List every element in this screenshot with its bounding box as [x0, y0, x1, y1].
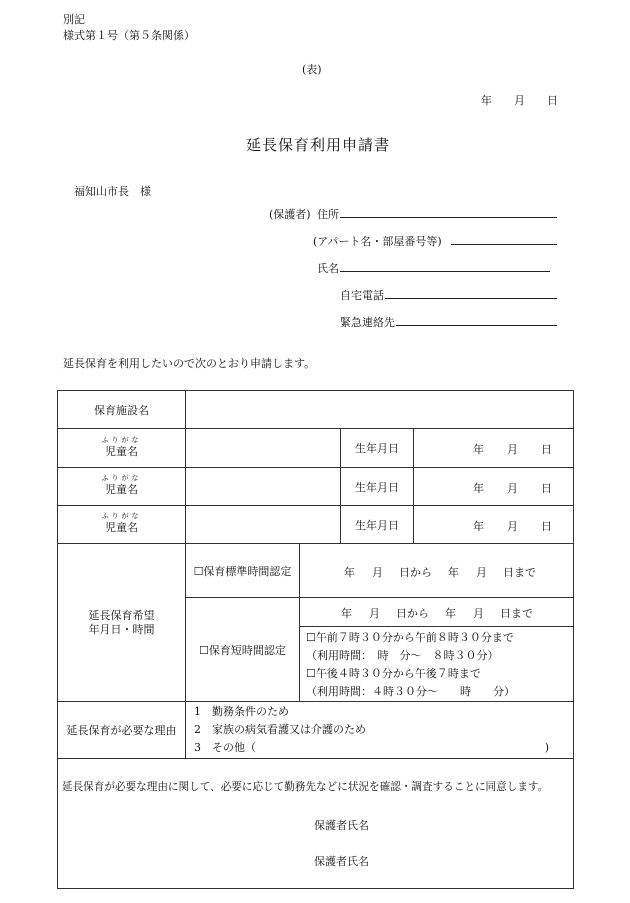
period-month-2: 月 — [473, 607, 484, 620]
extension-sub-label: 年月日・時間 — [88, 622, 155, 636]
period-year-2: 年 — [448, 565, 459, 579]
standard-period-field[interactable] — [300, 544, 574, 598]
guardian-sign-label-1: 保護者氏名 — [314, 819, 369, 832]
emergency-contact-field[interactable] — [396, 325, 557, 326]
home-phone-field[interactable] — [385, 298, 557, 299]
reason-options — [186, 702, 574, 759]
furigana-label: ふりがな — [101, 435, 142, 444]
facility-label: 保育施設名 — [58, 391, 186, 429]
month-label: 月 — [514, 94, 525, 107]
birth-year: 年 — [473, 481, 484, 495]
facility-field[interactable] — [186, 391, 574, 429]
consent-text: 延長保育が必要な理由に関して、必要に応じて勤務先などに状況を確認・調査することに同意します。 — [62, 781, 549, 793]
short-time-options — [300, 627, 574, 702]
guardian-sign-label-2: 保護者氏名 — [314, 855, 369, 868]
home-phone-label: 自宅電話 — [340, 289, 384, 302]
addressee: 福知山市長 様 — [74, 185, 151, 198]
document-title: 延長保育利用申請書 — [246, 136, 391, 154]
standard-cert-checkbox[interactable]: ☐保育標準時間認定 — [186, 544, 300, 598]
extension-label: 延長保育希望 — [88, 608, 155, 622]
consent-cell — [58, 759, 574, 889]
period-year-2: 年 — [445, 607, 456, 620]
child-label-cell — [58, 468, 186, 506]
period-month-2: 月 — [476, 565, 487, 579]
period-from: 日から — [396, 607, 429, 620]
child-label-cell — [58, 429, 186, 468]
short-cert-checkbox[interactable]: ☐保育短時間認定 — [186, 598, 300, 702]
birth-month: 月 — [507, 519, 518, 533]
child-label: 児童名 — [105, 521, 138, 534]
name-field[interactable] — [340, 271, 550, 272]
emergency-contact-label: 緊急連絡先 — [340, 316, 395, 329]
child-row — [58, 429, 574, 468]
evening-option-checkbox[interactable]: ☐午後４時３０分から午後７時まで — [306, 667, 481, 680]
reason-label: 延長保育が必要な理由 — [58, 702, 186, 759]
period-to: 日まで — [500, 607, 533, 620]
birth-year: 年 — [473, 443, 484, 456]
intro-text: 延長保育を利用したいので次のとおり申請します。 — [63, 357, 316, 370]
period-month: 月 — [372, 565, 383, 579]
day-label: 日 — [547, 94, 558, 107]
period-year: 年 — [344, 565, 355, 579]
child-row — [58, 468, 574, 506]
birth-label: 生年月日 — [341, 468, 414, 506]
child-label-cell — [58, 506, 186, 544]
birth-month: 月 — [507, 443, 518, 456]
period-month: 月 — [369, 607, 380, 620]
facility-row — [58, 391, 574, 429]
birth-date-field[interactable] — [414, 506, 574, 544]
consent-row — [58, 759, 574, 889]
birth-month: 月 — [507, 481, 518, 495]
extension-label-cell — [58, 544, 186, 702]
apartment-label: (アパート名・部屋番号等) — [313, 235, 442, 248]
period-to: 日まで — [503, 565, 536, 579]
evening-usage-time: （利用時間：４時３０分～ 時 分） — [306, 685, 515, 698]
reason-other-label: 3 その他（ — [194, 741, 256, 754]
short-period-field[interactable] — [300, 598, 574, 627]
child-name-field[interactable] — [186, 506, 341, 544]
year-label: 年 — [481, 94, 492, 107]
birth-label: 生年月日 — [341, 506, 414, 544]
guardian-role: (保護者) — [269, 208, 311, 221]
morning-option-checkbox[interactable]: ☐午前７時３０分から午前８時３０分まで — [306, 631, 514, 644]
name-label: 氏名 — [317, 262, 339, 275]
period-from: 日から — [399, 565, 432, 579]
child-name-field[interactable] — [186, 429, 341, 468]
birth-date-field[interactable] — [414, 468, 574, 506]
child-label: 児童名 — [105, 444, 138, 458]
period-year: 年 — [341, 607, 352, 620]
application-table — [57, 390, 574, 889]
birth-day: 日 — [541, 519, 552, 533]
child-label: 児童名 — [105, 483, 138, 496]
standard-cert-row — [58, 544, 574, 598]
form-number: 様式第１号（第５条関係） — [63, 29, 195, 42]
birth-label: 生年月日 — [341, 429, 414, 468]
address-field[interactable] — [340, 217, 557, 218]
annex-label: 別記 — [63, 13, 85, 26]
birth-year: 年 — [473, 519, 484, 533]
address-label: 住所 — [317, 208, 339, 221]
reason-other[interactable] — [194, 739, 573, 757]
furigana-label: ふりがな — [101, 512, 142, 520]
reason-work[interactable]: 1 勤務条件のため — [194, 705, 289, 718]
child-name-field[interactable] — [186, 468, 341, 506]
birth-day: 日 — [541, 481, 552, 495]
reason-care[interactable]: 2 家族の病気看護又は介護のため — [194, 723, 366, 736]
child-row — [58, 506, 574, 544]
reason-row — [58, 702, 574, 759]
morning-usage-time: （利用時間： 時 分～ ８時３０分） — [306, 649, 499, 662]
apartment-field[interactable] — [451, 244, 557, 245]
front-side-label: (表) — [302, 63, 322, 76]
birth-day: 日 — [541, 443, 552, 456]
birth-date-field[interactable] — [414, 429, 574, 468]
reason-other-close: ) — [544, 741, 549, 754]
furigana-label: ふりがな — [101, 474, 142, 482]
